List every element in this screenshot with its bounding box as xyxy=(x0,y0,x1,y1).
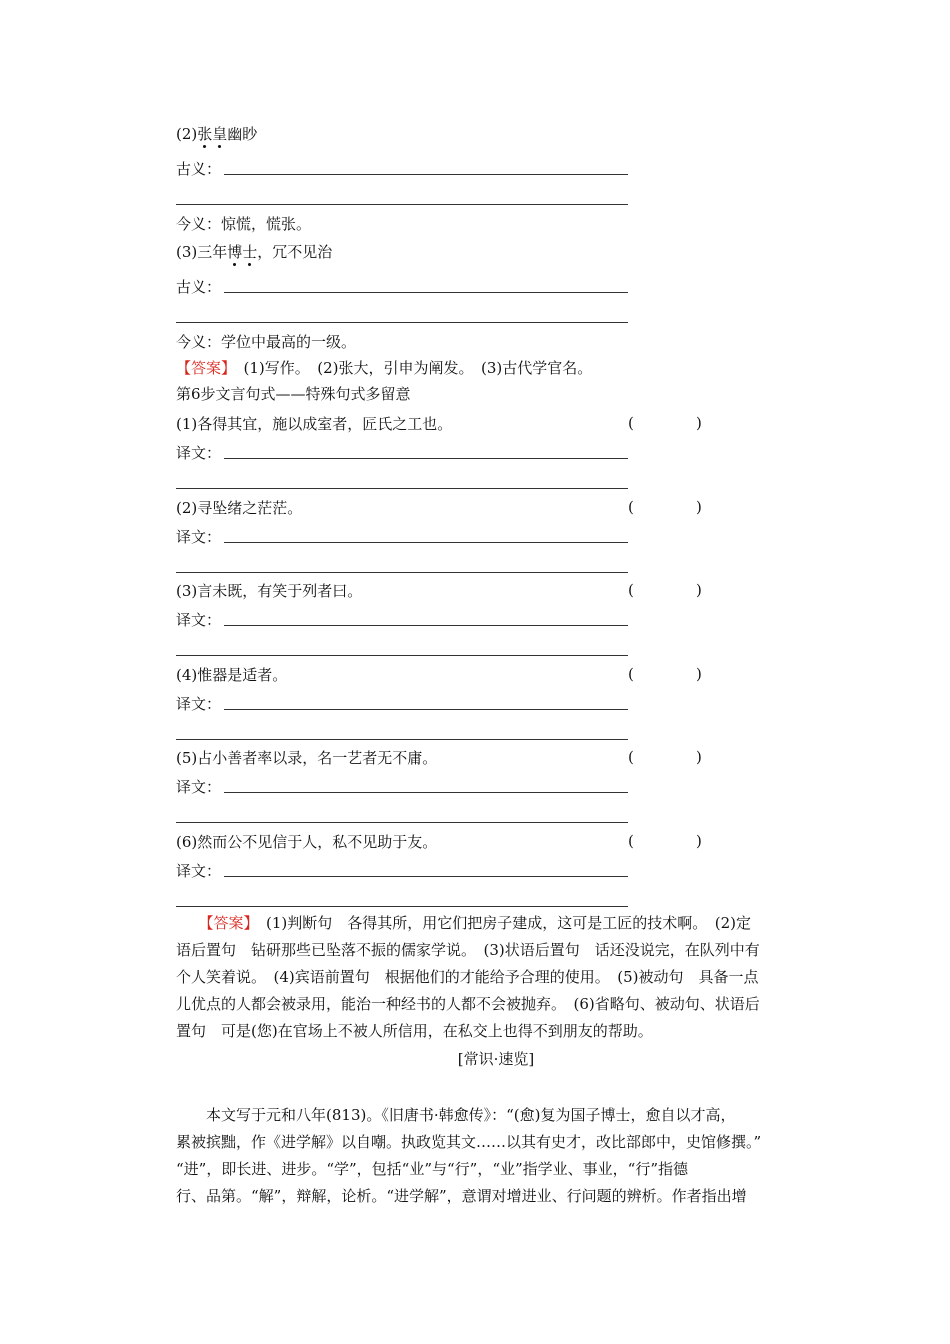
emphasis-char: 张 xyxy=(197,125,213,143)
answer-blank-line[interactable] xyxy=(224,625,628,626)
sentence-item: (3)言未既，有笑于列者曰。 xyxy=(176,582,363,600)
gu-answer-row-3[interactable]: 古义： xyxy=(176,276,628,296)
answer-blank-line[interactable] xyxy=(176,822,628,823)
emphasis-char: 士 xyxy=(242,243,258,261)
answer-blank-line[interactable] xyxy=(224,174,628,175)
document-page: (2)张皇幽眇 古义： 今义：惊慌，慌张。 (3)三年博士，冗不见治 古义： 今义：学位中最高的一级。 【答案】 (1)写作。 (2)张大，引申为阐发。 (3)古代学官名。 第6步文言句式——特殊句式多留意 (1)各得其宜，施以成室者，匠氏之工也。 ( ) 译文： (2)寻坠绪之茫茫。 ( ) 译文： (3)言未既，有笑于列者曰。 ( ) 译文： (4)惟器是适者。 ( ) 译文： (5)占小善者率以录，名一艺者无不庸。 ( ) 译文： (6)然而公不见信于人，私不见助于友。 ( ) 译文： 【答案】 (1)判断句 各得其所，用它们把房子建成，这可是工匠的技术啊。 (2)定 语后置句 钻研那些已坠落不振的儒家学说。 (3)状语后置句 话还没说完，在队列中有 个人笑着说。 (4)宾语前置句 根据他们的才能给予合理的使用。 (5)被动句 具备一点 儿优点的人都会被录用，能治一种经书的人都不会被抛弃。 (6)省略句、被动句、状语后 置句 可是(您)在官场上不被人所信用，在私交上也得不到朋友的帮助。 [常识·速览] 本文写于元和八年(813)。《旧唐书·韩愈传》：“(愈)复为国子博士，愈自以才高， 累被摈黜，作《进学解》以自嘲。执政览其文……以其有史才，改比部郎中，史馆修撰。” “进”，即长进、进步。“学”，包括“业”与“行”，“业”指学业、事业，“行”指德 行、品第。“解”，辩解，论析。“进学解”，意谓对增进业、行问题的辨析。作者指出增 xyxy=(0,0,950,1344)
translation-row[interactable]: 译文： xyxy=(176,526,628,546)
answer-blank-line[interactable] xyxy=(176,322,628,323)
translation-row[interactable]: 译文： xyxy=(176,860,628,880)
sentence-item: (5)占小善者率以录，名一艺者无不庸。 xyxy=(176,749,438,767)
vocab-answer: 【答案】 (1)写作。 (2)张大，引申为阐发。 (3)古代学官名。 xyxy=(176,359,593,377)
answer-blank-line[interactable] xyxy=(176,739,628,740)
answer-blank-line[interactable] xyxy=(224,876,628,877)
translation-row[interactable]: 译文： xyxy=(176,442,628,462)
emphasis-char: 博 xyxy=(227,243,243,261)
intro-paragraph: 本文写于元和八年(813)。《旧唐书·韩愈传》：“(愈)复为国子博士，愈自以才高， 累被摈黜，作《进学解》以自嘲。执政览其文……以其有史才，改比部郎中，史馆修撰。” “进”，即长进、进步。“学”，包括“业”与“行”，“业”指学业、事业，“行”指德 行、品第。“解”，辩解，论析。“进学解”，意谓对增进业、行问题的辨析。作者指出增 xyxy=(176,1106,762,1205)
answer-tag: 【答案】 xyxy=(206,914,252,932)
answer-blank-line[interactable] xyxy=(224,792,628,793)
sentence-item: (6)然而公不见信于人，私不见助于友。 xyxy=(176,833,438,851)
emphasis-char: 皇 xyxy=(212,125,228,143)
answer-blank-line[interactable] xyxy=(176,906,628,907)
answer-blank-line[interactable] xyxy=(224,542,628,543)
sentence-item: (2)寻坠绪之茫茫。 xyxy=(176,499,303,517)
vocab-item-3: (3)三年博士，冗不见治 xyxy=(176,243,333,261)
translation-row[interactable]: 译文： xyxy=(176,693,628,713)
section-heading: [常识·速览] xyxy=(457,1050,535,1068)
answer-blank-line[interactable] xyxy=(224,709,628,710)
answer-tag: 【答案】 xyxy=(176,359,229,377)
translation-row[interactable]: 译文： xyxy=(176,776,628,796)
translation-row[interactable]: 译文： xyxy=(176,609,628,629)
answer-blank-line[interactable] xyxy=(176,655,628,656)
answer-blank-line[interactable] xyxy=(176,488,628,489)
sentence-item: (4)惟器是适者。 xyxy=(176,666,288,684)
sentence-item: (1)各得其宜，施以成室者，匠氏之工也。 xyxy=(176,415,453,433)
gu-answer-row-2[interactable]: 古义： xyxy=(176,158,628,178)
vocab-item-2: (2)张皇幽眇 xyxy=(176,125,258,143)
step6-title: 第6步文言句式——特殊句式多留意 xyxy=(176,385,411,403)
answer-paragraph: 【答案】 (1)判断句 各得其所，用它们把房子建成，这可是工匠的技术啊。 (2)定 语后置句 钻研那些已坠落不振的儒家学说。 (3)状语后置句 话还没说完，在队列中有 个人笑着说。 (4)宾语前置句 根据他们的才能给予合理的使用。 (5)被动句 具备一点 儿优点的人都会被录用，能治一种经书的人都不会被抛弃。 (6)省略句、被动句、状语后 置句 可是(您)在官场上不被人所信用，在私交上也得不到朋友的帮助。 xyxy=(176,914,760,1040)
answer-blank-line[interactable] xyxy=(176,204,628,205)
jin-meaning-3: 今义：学位中最高的一级。 xyxy=(176,333,357,351)
answer-blank-line[interactable] xyxy=(176,572,628,573)
answer-blank-line[interactable] xyxy=(224,458,628,459)
answer-blank-line[interactable] xyxy=(224,292,628,293)
jin-meaning-2: 今义：惊慌，慌张。 xyxy=(176,215,312,233)
